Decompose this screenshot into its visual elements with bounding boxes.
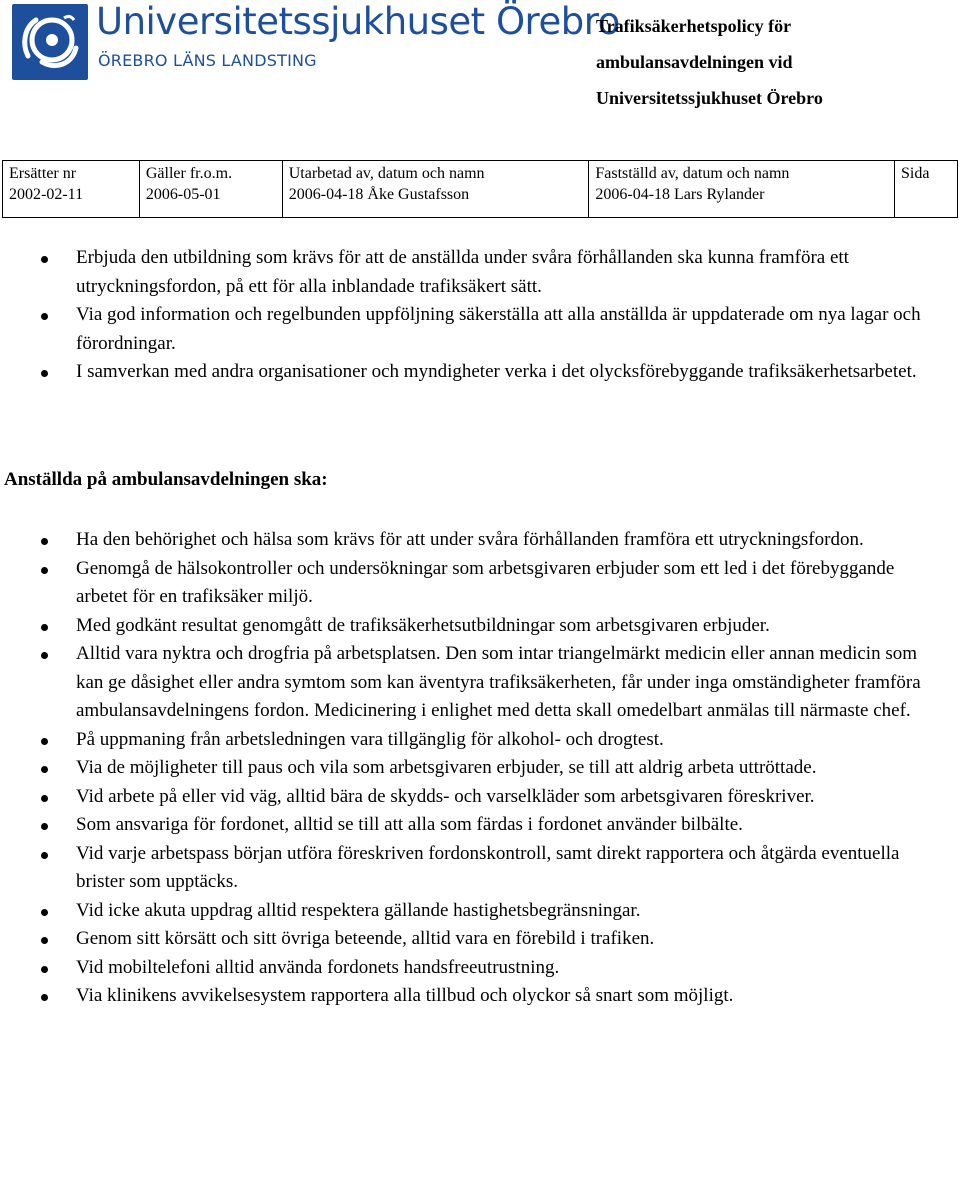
- valid-from-cell: [139, 161, 282, 218]
- list-item: Via klinikens avvikelsesystem rapportera alla tillbud och olyckor så snart som möjligt.: [0, 982, 930, 1011]
- list-item: Vid mobiltelefoni alltid använda fordonets handsfreeutrustning.: [0, 954, 930, 983]
- replaces-value: 2002-02-11: [9, 186, 84, 203]
- list-item: Via de möjligheter till paus och vila som arbetsgivaren erbjuder, se till att aldrig arbeta uttröttade.: [0, 754, 930, 783]
- page-cell: [895, 161, 958, 218]
- document-title-line: Trafiksäkerhetspolicy för: [596, 16, 792, 36]
- valid-from-label: Gäller fr.o.m.: [145, 165, 233, 182]
- list-item: Genomgå de hälsokontroller och undersökningar som arbetsgivaren erbjuder som ett led i det förebyggande arbetet för en trafiksäker miljö.: [0, 555, 930, 612]
- replaces-cell: [3, 161, 140, 218]
- document-title-line: ambulansavdelningen vid: [596, 52, 793, 72]
- page-label: Sida: [901, 165, 930, 182]
- list-item: Genom sitt körsätt och sitt övriga beteende, alltid vara en förebild i trafiken.: [0, 925, 930, 954]
- prepared-by-value: 2006-04-18 Åke Gustafsson: [288, 186, 470, 203]
- logo-county-name: ÖREBRO LÄNS LANDSTING: [98, 51, 317, 70]
- list-item: På uppmaning från arbetsledningen vara tillgänglig för alkohol- och drogtest.: [0, 726, 930, 755]
- valid-from-value: 2006-05-01: [145, 186, 221, 203]
- list-item: Vid icke akuta uppdrag alltid respektera gällande hastighetsbegränsningar.: [0, 897, 930, 926]
- approved-by-label: Fastställd av, datum och namn: [595, 165, 790, 182]
- prepared-by-cell: [282, 161, 589, 218]
- staff-bullet-list: [0, 526, 930, 1011]
- document-title: [596, 8, 956, 116]
- list-item: Alltid vara nyktra och drogfria på arbetsplatsen. Den som intar triangelmärkt medicin eller annan medicin som kan ge dåsighet eller andra symtom som kan äventyra trafiksäkerheten, får under inga omständigheter framföra ambulansavdelningens fordon. Medicinering i enlighet med detta skall omedelbart anmälas till närmaste chef.: [0, 640, 930, 726]
- logo-hospital-name: Universitetssjukhuset Örebro: [96, 0, 620, 43]
- list-item: Med godkänt resultat genomgått de trafiksäkerhetsutbildningar som arbetsgivaren erbjuder.: [0, 612, 930, 641]
- section-heading: Anställda på ambulansavdelningen ska:: [4, 469, 328, 490]
- document-info-table: [2, 160, 958, 218]
- prepared-by-label: Utarbetad av, datum och namn: [288, 165, 485, 182]
- list-item: Ha den behörighet och hälsa som krävs för att under svåra förhållanden framföra ett utryckningsfordon.: [0, 526, 930, 555]
- intro-bullet-list: [0, 244, 930, 387]
- list-item: Vid arbete på eller vid väg, alltid bära de skydds- och varselkläder som arbetsgivaren föreskriver.: [0, 783, 930, 812]
- replaces-label: Ersätter nr: [9, 165, 77, 182]
- approved-by-value: 2006-04-18 Lars Rylander: [595, 186, 765, 203]
- list-item: Vid varje arbetspass början utföra föreskriven fordonskontroll, samt direkt rapportera och åtgärda eventuella brister som upptäcks.: [0, 840, 930, 897]
- list-item: Som ansvariga för fordonet, alltid se till att alla som färdas i fordonet använder bilbälte.: [0, 811, 930, 840]
- list-item: I samverkan med andra organisationer och myndigheter verka i det olycksförebyggande trafiksäkerhetsarbetet.: [0, 358, 930, 387]
- logo-emblem-icon: [12, 4, 88, 80]
- approved-by-cell: [589, 161, 895, 218]
- hospital-logo: [12, 0, 620, 82]
- document-title-line: Universitetssjukhuset Örebro: [596, 88, 823, 108]
- list-item: Erbjuda den utbildning som krävs för att de anställda under svåra förhållanden ska kunna framföra ett utryckningsfordon, på ett för alla inblandade trafiksäkert sätt.: [0, 244, 930, 301]
- list-item: Via god information och regelbunden uppföljning säkerställa att alla anställda är uppdaterade om nya lagar och förordningar.: [0, 301, 930, 358]
